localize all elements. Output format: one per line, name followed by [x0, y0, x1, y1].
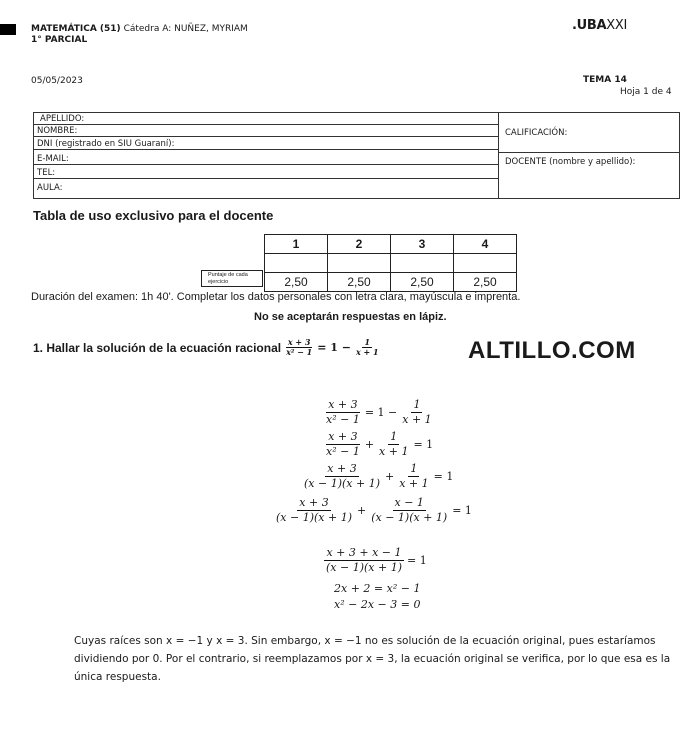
teacher-table-title: Tabla de uso exclusivo para el docente	[33, 208, 274, 223]
s4-den: (x − 1)(x + 1)	[276, 511, 352, 524]
uba-logo	[572, 18, 627, 33]
s4-eq: = 1	[452, 504, 472, 517]
question-1	[33, 338, 381, 357]
s2-eq: = 1	[413, 438, 434, 451]
exam-name: 1° PARCIAL	[31, 35, 88, 45]
grade-cell-1[interactable]	[265, 254, 328, 273]
s2-num: x + 3	[328, 430, 358, 443]
s3-plus: +	[385, 470, 395, 483]
uba-logo-light: XXI	[606, 18, 628, 33]
field-nombre[interactable]: NOMBRE:	[34, 125, 498, 137]
s4-den2: (x − 1)(x + 1)	[371, 511, 448, 524]
personal-data-box	[33, 112, 680, 199]
field-dni[interactable]: DNI (registrado en SIU Guaraní):	[34, 138, 498, 150]
exam-date: 05/05/2023	[31, 76, 83, 86]
question-equation	[284, 338, 380, 357]
grade-cell-2[interactable]	[328, 254, 391, 273]
s3-den: (x − 1)(x + 1)	[304, 477, 380, 490]
s1-num2: 1	[413, 398, 421, 411]
q-op: = 1 −	[317, 341, 351, 354]
score-row-label: Puntaje de cada ejercicio	[201, 270, 263, 287]
s4-plus: +	[357, 504, 367, 517]
s2-den2: x + 1	[379, 445, 409, 458]
tema-label: TEMA 14	[583, 75, 627, 85]
s3-den2: x + 1	[399, 477, 429, 490]
s4-num: x + 3	[299, 496, 329, 509]
header-mark	[0, 24, 16, 35]
score-1: 2,50	[265, 273, 328, 292]
step-6: 2x + 2 = x² − 1	[334, 582, 421, 595]
s3-num: x + 3	[327, 462, 357, 475]
s4-num2: x − 1	[394, 496, 424, 509]
s2-den: x² − 1	[326, 445, 360, 458]
field-apellido[interactable]: APELLIDO:	[34, 113, 498, 125]
score-4: 2,50	[454, 273, 517, 292]
course-chair: Cátedra A: NUÑEZ, MYRIAM	[123, 24, 248, 34]
field-aula[interactable]: AULA:	[37, 183, 63, 193]
step-1	[324, 398, 434, 427]
s5-eq: = 1	[407, 554, 427, 567]
q-frac-right	[354, 338, 381, 357]
field-calificacion[interactable]: CALIFICACIÓN:	[499, 113, 679, 153]
q-frac-left	[284, 338, 314, 357]
q-den2: x + 1	[355, 347, 379, 357]
field-email[interactable]: E-MAIL:	[34, 153, 498, 165]
conclusion-paragraph: Cuyas raíces son x = −1 y x = 3. Sin embargo, x = −1 no es solución de la ecuación original, pues estaríamos dividiendo por 0. Por el contrario, si reemplazamos por x = 3, la ecuación original se verifica, por lo que esa es la única respuesta.	[74, 635, 671, 683]
q-den: x² − 1	[286, 347, 313, 357]
step-3	[302, 462, 456, 491]
s2-plus: +	[364, 438, 375, 451]
step-7: x² − 2x − 3 = 0	[334, 598, 421, 611]
s2-num2: 1	[390, 430, 398, 443]
col-4: 4	[454, 235, 517, 254]
col-1: 1	[265, 235, 328, 254]
q-num: x + 3	[287, 337, 311, 347]
page-number: Hoja 1 de 4	[620, 87, 672, 97]
q-num2: 1	[364, 337, 371, 347]
step-5	[324, 546, 430, 575]
score-3: 2,50	[391, 273, 454, 292]
col-3: 3	[391, 235, 454, 254]
field-docente[interactable]: DOCENTE (nombre y apellido):	[505, 157, 636, 167]
question-text: 1. Hallar la solución de la ecuación racional	[33, 340, 282, 355]
step-2	[324, 430, 436, 459]
s1-den2: x + 1	[402, 413, 432, 426]
s1-den: x² − 1	[326, 413, 360, 426]
step-4	[274, 496, 475, 525]
s3-eq: = 1	[433, 470, 454, 483]
s1-num: x + 3	[328, 398, 358, 411]
duration-text: Duración del examen: 1h 40'. Completar los datos personales con letra clara, mayúscula e imprenta.	[31, 291, 521, 303]
pencil-warning: No se aceptarán respuestas en lápiz.	[254, 311, 447, 323]
grade-cell-3[interactable]	[391, 254, 454, 273]
grade-cell-4[interactable]	[454, 254, 517, 273]
altillo-logo: ALTILLO.COM	[468, 337, 636, 364]
s5-num: x + 3 + x − 1	[326, 546, 402, 559]
s1-op: = 1 −	[364, 406, 398, 419]
col-2: 2	[328, 235, 391, 254]
uba-logo-bold: .UBA	[572, 18, 607, 33]
s5-den: (x − 1)(x + 1)	[326, 561, 402, 574]
scores-table	[264, 234, 517, 292]
s3-num2: 1	[410, 462, 418, 475]
course-name: MATEMÁTICA (51)	[31, 24, 121, 34]
personal-data-fields	[34, 113, 499, 198]
course-header	[31, 24, 248, 46]
field-tel[interactable]: TEL:	[34, 167, 498, 179]
score-2: 2,50	[328, 273, 391, 292]
